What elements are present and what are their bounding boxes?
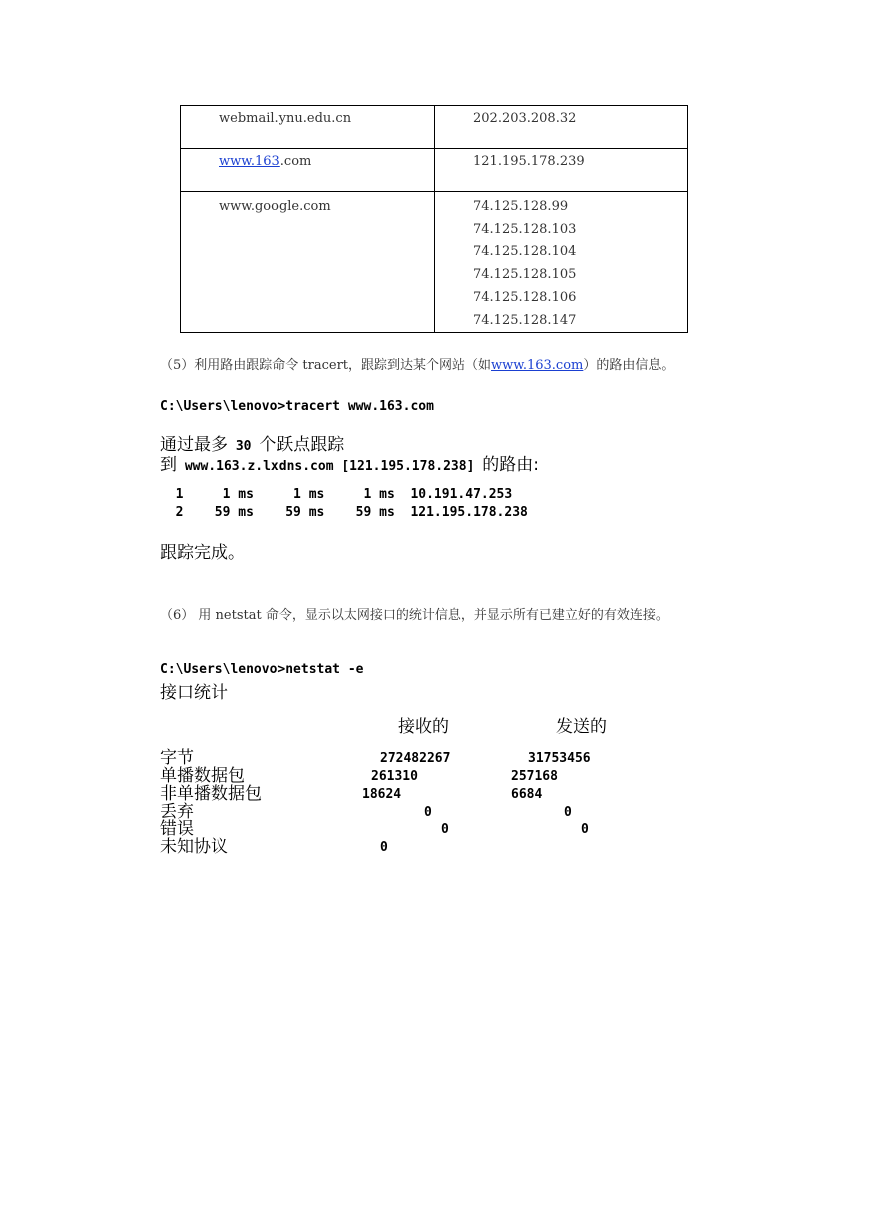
ip-address: 202.203.208.32 (473, 111, 577, 126)
ip-address: 74.125.128.103 (473, 221, 577, 237)
table-row (181, 149, 688, 192)
host-cell (181, 192, 435, 333)
stat-received: 0 (424, 805, 432, 820)
netstat-prompt: C:\Users\lenovo>netstat -e (160, 662, 364, 677)
section-6-paragraph: （6） 用 netstat 命令，显示以太网接口的统计信息，并显示所有已建立好的有效连接。 (160, 608, 669, 623)
table-row (181, 106, 688, 149)
ip-address: 74.125.128.106 (473, 289, 577, 305)
stat-label: 非单播数据包 (160, 784, 262, 804)
ip-address: 74.125.128.147 (473, 312, 577, 328)
host-suffix: .com (279, 154, 312, 169)
ip-address: 74.125.128.105 (473, 267, 577, 283)
stat-sent: 0 (581, 822, 589, 837)
table-row (181, 192, 688, 333)
stat-label: 单播数据包 (160, 766, 245, 786)
ip-cell (435, 192, 688, 333)
host-name: www.google.com (219, 199, 331, 214)
ip-address: 74.125.128.104 (473, 244, 577, 260)
stat-label: 字节 (160, 748, 194, 768)
tracert-complete: 跟踪完成。 (160, 543, 245, 563)
column-received-header: 接收的 (398, 717, 449, 737)
stat-sent: 0 (564, 805, 572, 820)
stat-sent: 6684 (511, 787, 543, 802)
host-link[interactable]: www.163 (219, 154, 280, 169)
stat-label: 丢弃 (160, 802, 194, 822)
tracert-hop-row: 2 59 ms 59 ms 59 ms 121.195.178.238 (160, 505, 528, 520)
stat-received: 272482267 (380, 751, 451, 766)
dns-lookup-table (180, 105, 688, 333)
host-cell (181, 149, 435, 192)
host-name: webmail.ynu.edu.cn (219, 111, 352, 126)
section-5-paragraph: （5）利用路由跟踪命令 tracert，跟踪到达某个网站（如www.163.com）的路由信息。 (160, 358, 675, 373)
tracert-header-line1: 通过最多 30 个跃点跟踪 (160, 435, 345, 455)
host-cell (181, 106, 435, 149)
netstat-title: 接口统计 (160, 683, 228, 703)
column-sent-header: 发送的 (556, 717, 607, 737)
tracert-prompt: C:\Users\lenovo>tracert www.163.com (160, 399, 434, 414)
stat-received: 0 (441, 822, 449, 837)
ip-address: 74.125.128.99 (473, 199, 569, 214)
ip-cell (435, 106, 688, 149)
stat-received: 261310 (371, 769, 418, 784)
stat-received: 0 (380, 840, 388, 855)
stat-sent: 31753456 (528, 751, 591, 766)
stat-received: 18624 (362, 787, 402, 802)
stat-label: 未知协议 (160, 837, 228, 857)
ip-address: 121.195.178.239 (473, 154, 585, 169)
stat-label: 错误 (160, 819, 194, 839)
example-link[interactable]: www.163.com (491, 358, 584, 373)
stat-sent: 257168 (511, 769, 558, 784)
tracert-header-line2: 到 www.163.z.lxdns.com [121.195.178.238] 的路由: (160, 455, 539, 475)
tracert-hop-row: 1 1 ms 1 ms 1 ms 10.191.47.253 (160, 487, 513, 502)
ip-cell (435, 149, 688, 192)
